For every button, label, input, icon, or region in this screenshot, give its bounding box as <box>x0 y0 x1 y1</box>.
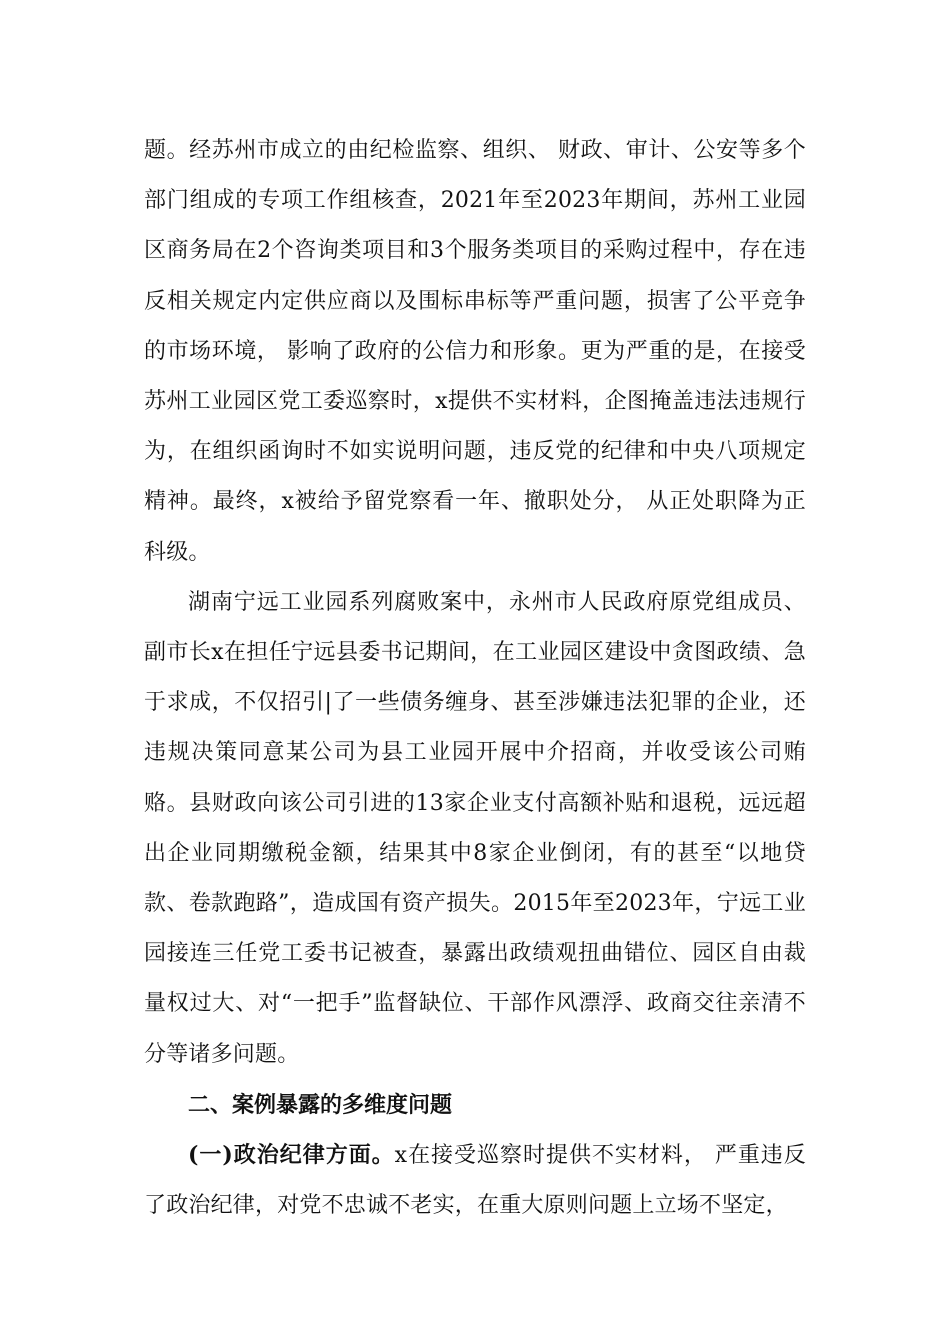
subsection-text: x在接受巡察时提供不实材料， 严重违反了政治纪律，对党不忠诚不老实，在重大原则问题上立场不坚定， <box>144 1143 806 1219</box>
document-body <box>144 126 806 1231</box>
subsection-label: (一)政治纪律方面。 <box>188 1142 395 1169</box>
paragraph-ningyuan-case: 湖南宁远工业园系列腐败案中，永州市人民政府原党组成员、副市长x在担任宁远县委书记期间，在工业园区建设中贪图政绩、急于求成，不仅招引|了一些债务缠身、甚至涉嫌违法犯罪的企业，还违规决策同意某公司为县工业园开展中介招商，并收受该公司贿赂。县财政向该公司引进的13家企业支付高额补贴和退税，远远超出企业同期缴税金额，结果其中8家企业倒闭，有的甚至“以地贷款、卷款跑路”，造成国有资产损失。2015年至2023年，宁远工业园接连三任党工委书记被查，暴露出政绩观扭曲错位、园区自由裁量权过大、对“一把手”监督缺位、干部作风漂浮、政商交往亲清不分等诸多问题。 <box>144 589 806 1067</box>
paragraph-political-discipline <box>144 1130 806 1231</box>
section-heading: 二、案例暴露的多维度问题 <box>188 1091 453 1118</box>
paragraph-suzhou-case: 题。经苏州市成立的由纪检监察、组织、 财政、审计、公安等多个部门组成的专项工作组核查，2021年至2023年期间，苏州工业园区商务局在2个咨询类项目和3个服务类项目的采购过程中，存在违反相关规定内定供应商以及围标串标等严重问题，损害了公平竞争的市场环境， 影响了政府的公信力和形象。更为严重的是，在接受苏州工业园区党工委巡察时，x提供不实材料，企图掩盖违法违规行为，在组织函询时不如实说明问题，违反党的纪律和中央八项规定精神。最终，x被给予留党察看一年、撤职处分， 从正处职降为正科级。 <box>144 138 806 565</box>
